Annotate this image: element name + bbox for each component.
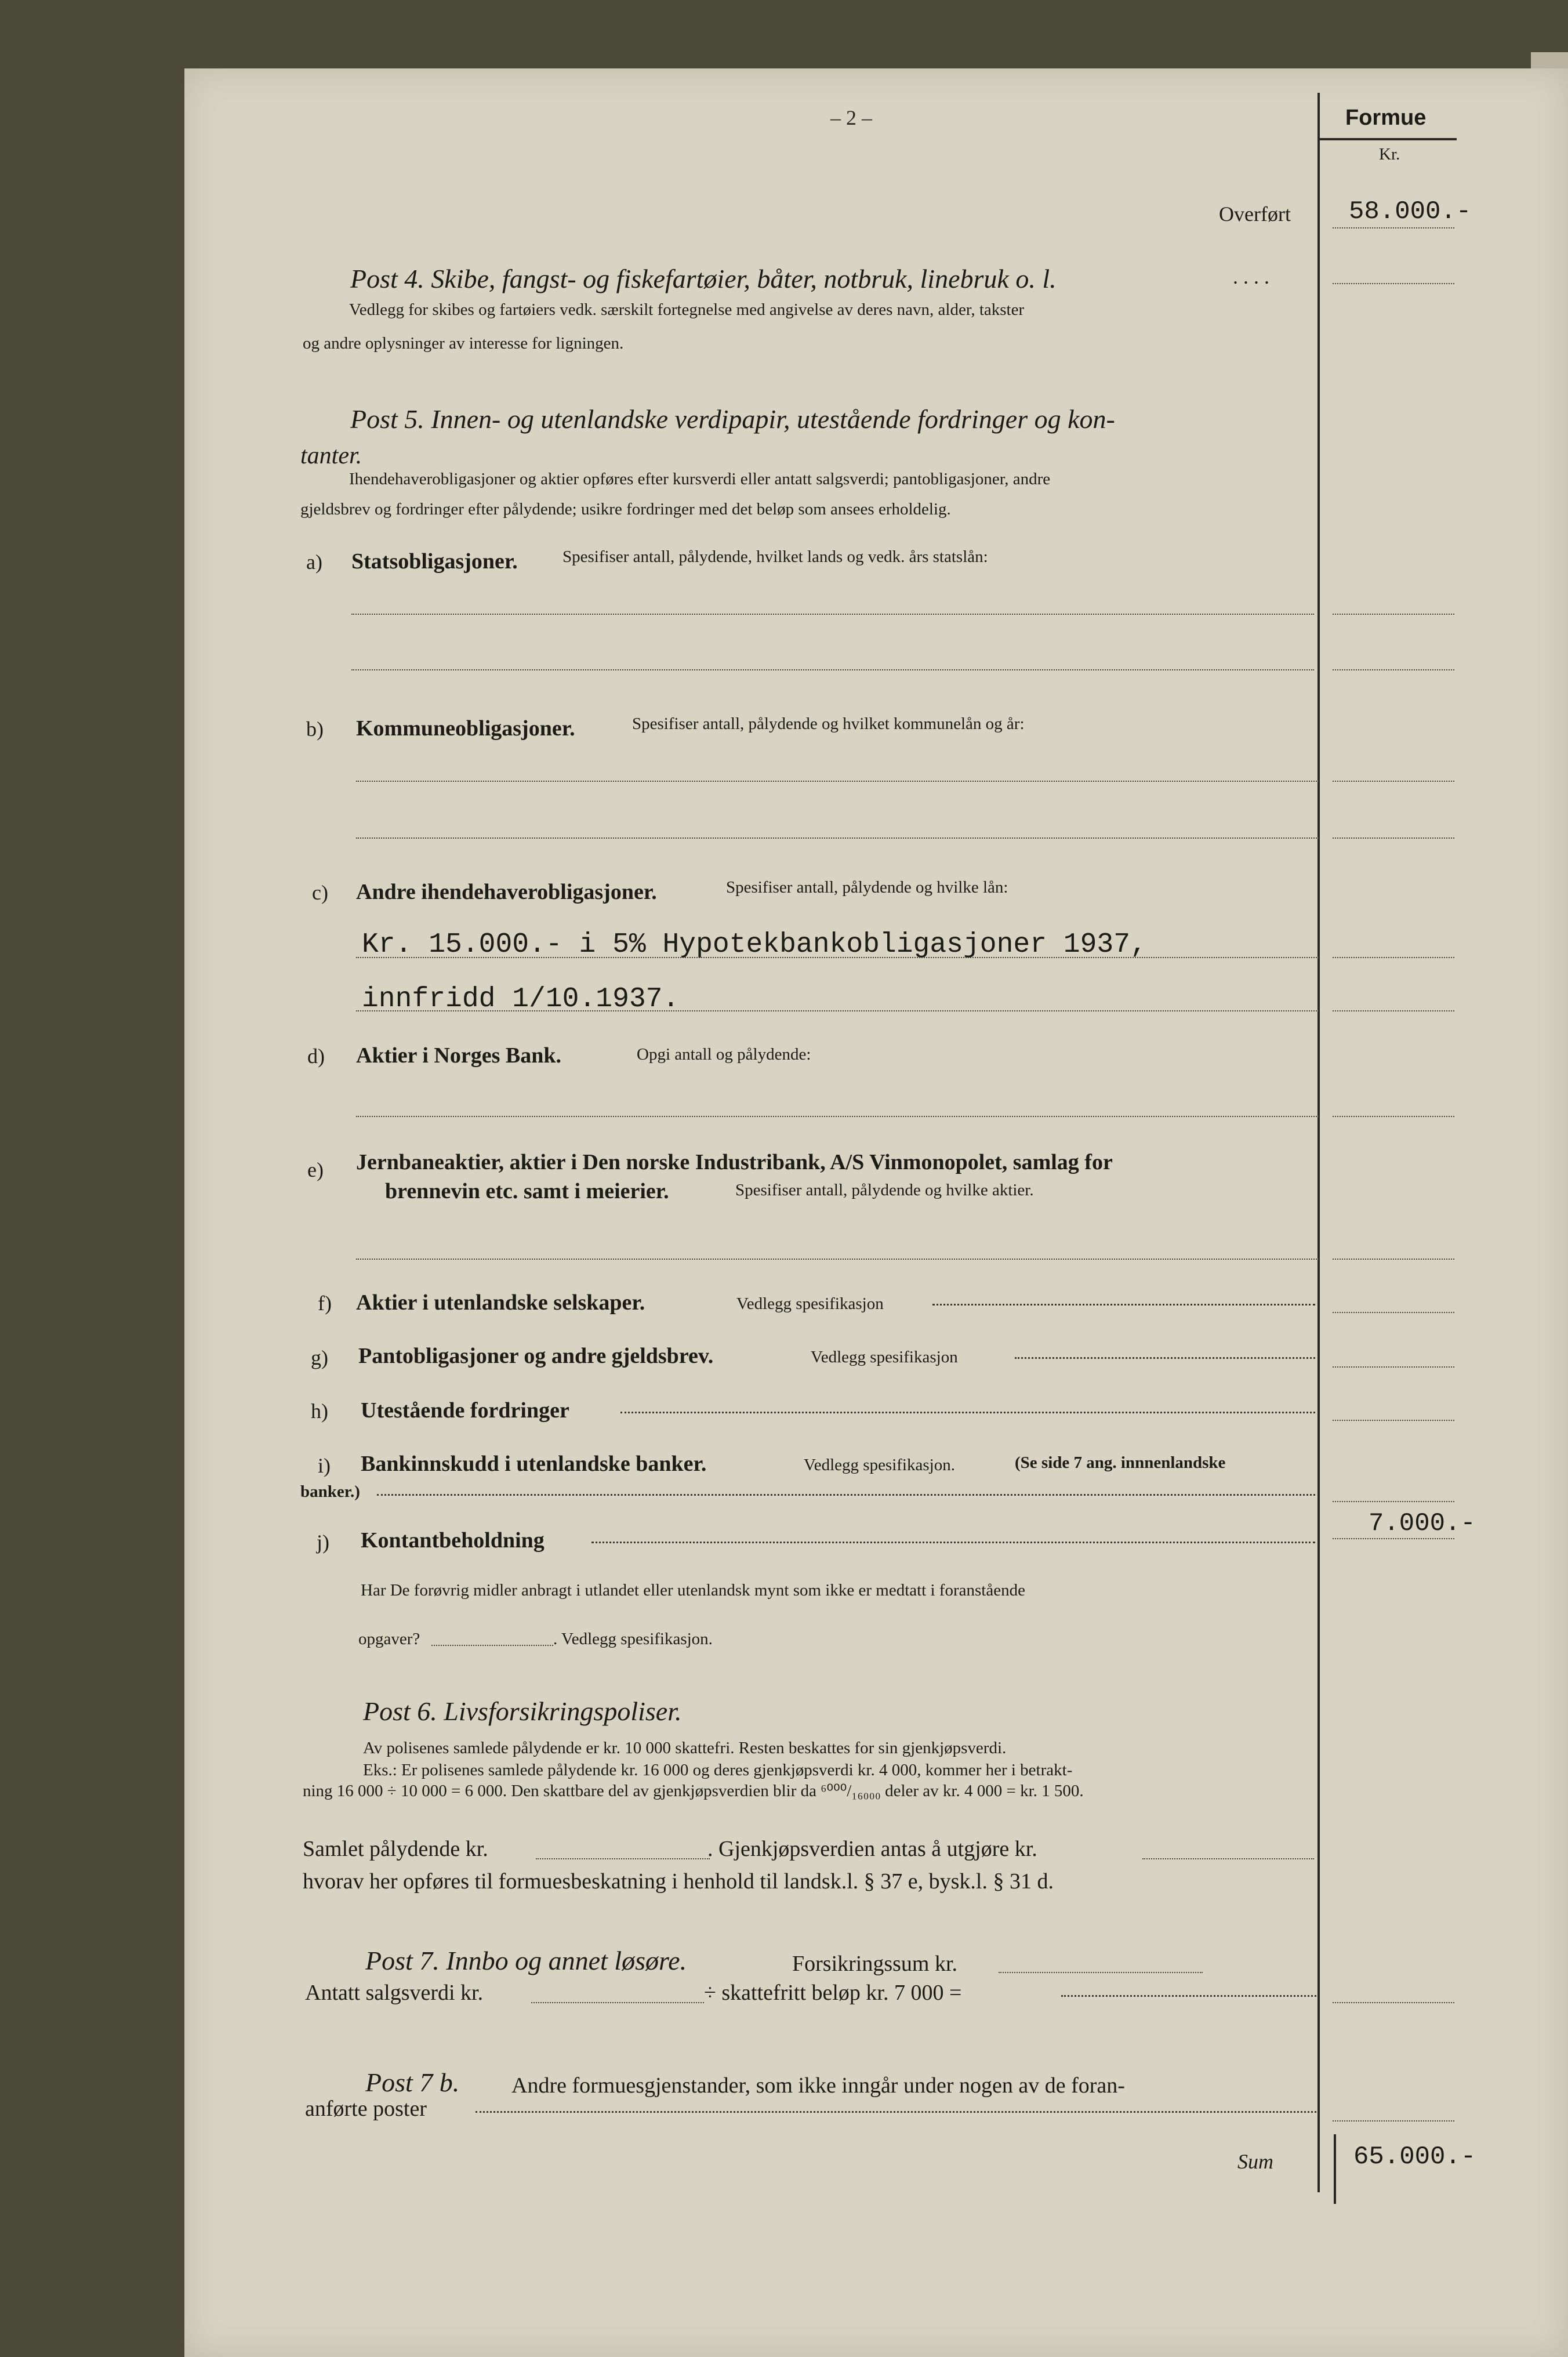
item-e-title-2: brennevin etc. samt i meierier. <box>385 1179 669 1203</box>
item-e-desc: Spesifiser antall, pålydende og hvilke aktier. <box>735 1181 1034 1199</box>
item-g-leader <box>1015 1357 1315 1359</box>
item-f-letter: f) <box>318 1292 332 1315</box>
item-h-leader <box>620 1412 1315 1413</box>
item-c-line-1 <box>356 957 1319 958</box>
post7b-desc-2: anførte poster <box>305 2097 427 2121</box>
item-c-desc: Spesifiser antall, pålydende og hvilke lån: <box>726 878 1008 897</box>
item-j-letter: j) <box>317 1531 329 1554</box>
post4-value-line <box>1333 283 1454 284</box>
sum-label: Sum <box>1237 2150 1273 2173</box>
item-i-leader <box>377 1494 1315 1496</box>
item-a-line-2 <box>351 669 1314 670</box>
item-b-value-line <box>1333 781 1454 782</box>
post6-samlet-line <box>536 1858 710 1859</box>
post7-salg-line <box>531 2002 704 2003</box>
item-i-note: (Se side 7 ang. innnenlandske <box>1015 1453 1226 1472</box>
formue-column-left-rule-2 <box>1334 2134 1336 2204</box>
sum-value: 65.000.- <box>1353 2142 1476 2171</box>
post6-line1-b: . Gjenkjøpsverdien antas å utgjøre kr. <box>707 1837 1037 1861</box>
item-a-line-1 <box>351 614 1314 615</box>
item-c-value-line <box>1333 957 1454 958</box>
post4-title: Post 4. Skibe, fangst- og fiskefartøier, båter, notbruk, linebruk o. l. <box>350 264 1057 293</box>
item-c-value-line-2 <box>1333 1010 1454 1011</box>
post6-desc-1: Av polisenes samlede pålydende er kr. 10 000 skattefri. Resten beskattes for sin gjenkjøpsverdi. <box>363 1739 1007 1757</box>
item-a-title: Statsobligasjoner. <box>351 549 518 574</box>
overfort-label: Overført <box>1219 202 1291 226</box>
post6-gjenkjop-line <box>1142 1858 1314 1859</box>
item-f-desc: Vedlegg spesifikasjon <box>736 1294 884 1313</box>
item-g-letter: g) <box>311 1346 328 1369</box>
item-j-value-line <box>1333 1538 1454 1539</box>
post7-title: Post 7. Innbo og annet løsøre. <box>365 1946 687 1975</box>
post7b-desc-1: Andre formuesgjenstander, som ikke inngår under nogen av de foran- <box>511 2073 1125 2098</box>
page-number: – 2 – <box>830 106 872 129</box>
item-d-value-line <box>1333 1116 1454 1117</box>
item-d-desc: Opgi antall og pålydende: <box>637 1045 811 1064</box>
item-b-title: Kommuneobligasjoner. <box>356 716 575 741</box>
post5-desc-1: Ihendehaverobligasjoner og aktier opføres efter kursverdi eller antatt salgsverdi; pantobligasjoner, andre <box>349 470 1051 488</box>
post5-title-2: tanter. <box>300 443 362 469</box>
item-d-letter: d) <box>307 1045 325 1068</box>
item-e-value-line <box>1333 1259 1454 1260</box>
item-e-line <box>356 1259 1319 1260</box>
item-b-desc: Spesifiser antall, pålydende og hvilket kommunelån og år: <box>632 715 1025 733</box>
item-g-value-line <box>1333 1366 1454 1368</box>
post6-line1-a: Samlet pålydende kr. <box>303 1837 488 1861</box>
post7b-value-line <box>1333 2120 1454 2122</box>
item-f-leader <box>932 1304 1315 1306</box>
formue-header-rule <box>1317 138 1457 140</box>
item-e-title-1: Jernbaneaktier, aktier i Den norske Industribank, A/S Vinmonopolet, samlag for <box>356 1150 1113 1174</box>
item-i-letter: i) <box>318 1454 331 1477</box>
item-c-typed-1: Kr. 15.000.- i 5% Hypotekbankobligasjoner 1937, <box>362 929 1147 960</box>
item-a-letter: a) <box>306 550 322 574</box>
post7-leader <box>1061 1995 1316 1997</box>
item-j-title: Kontantbeholdning <box>361 1528 545 1553</box>
post4-desc-2: og andre oplysninger av interesse for ligningen. <box>303 334 624 353</box>
post7-forsikring: Forsikringssum kr. <box>792 1952 958 1976</box>
item-j-leader <box>591 1542 1315 1543</box>
post7-forsikring-line <box>999 1972 1203 1973</box>
post5-title-1: Post 5. Innen- og utenlandske verdipapir, utestående fordringer og kon- <box>350 404 1115 434</box>
extra-question-2a: opgaver? <box>358 1630 420 1648</box>
overfort-line <box>1333 227 1454 229</box>
post4-dots: . . . . <box>1233 265 1269 288</box>
item-b-line-1 <box>356 781 1319 782</box>
item-c-line-2 <box>356 1010 1319 1011</box>
post5-desc-2: gjeldsbrev og fordringer efter pålydende; usikre fordringer med det beløp som ansees erholdelig. <box>300 500 951 518</box>
item-h-value-line <box>1333 1420 1454 1421</box>
item-c-title: Andre ihendehaverobligasjoner. <box>356 880 657 904</box>
post6-desc-2: Eks.: Er polisenes samlede pålydende kr. 16 000 og deres gjenkjøpsverdi kr. 4 000, kommer her i betrakt- <box>363 1761 1073 1779</box>
formue-header: Formue <box>1345 106 1427 130</box>
item-j-value: 7.000.- <box>1369 1509 1476 1538</box>
item-i-value-line <box>1333 1501 1454 1502</box>
extra-answer-line <box>431 1645 553 1646</box>
post7-salg-b: ÷ skattefritt beløp kr. 7 000 = <box>704 1981 962 2005</box>
item-f-title: Aktier i utenlandske selskaper. <box>356 1290 645 1315</box>
post4-desc-1: Vedlegg for skibes og fartøiers vedk. særskilt fortegnelse med angivelse av deres navn, alder, takster <box>349 300 1025 319</box>
post6-line-2: hvorav her opføres til formuesbeskatning i henhold til landsk.l. § 37 e, bysk.l. § 31 d. <box>303 1869 1054 1894</box>
formue-column-left-rule <box>1317 93 1320 2192</box>
formue-unit: Kr. <box>1379 145 1400 164</box>
item-a-desc: Spesifiser antall, pålydende, hvilket lands og vedk. års statslån: <box>562 547 988 566</box>
item-g-desc: Vedlegg spesifikasjon <box>811 1348 958 1366</box>
item-d-title: Aktier i Norges Bank. <box>356 1043 561 1068</box>
item-h-title: Utestående fordringer <box>361 1398 569 1423</box>
item-i-note-2: banker.) <box>300 1482 360 1501</box>
post7b-leader <box>476 2111 1316 2113</box>
item-b-line-2 <box>356 837 1319 839</box>
item-d-line <box>356 1116 1319 1117</box>
item-h-letter: h) <box>311 1399 328 1423</box>
item-i-desc: Vedlegg spesifikasjon. <box>804 1456 955 1474</box>
item-a-value-line-2 <box>1333 669 1454 670</box>
extra-question-2b: . Vedlegg spesifikasjon. <box>553 1630 713 1648</box>
extra-question-1: Har De forøvrig midler anbragt i utlandet eller utenlandsk mynt som ikke er medtatt i foranstående <box>361 1581 1025 1600</box>
item-f-value-line <box>1333 1312 1454 1313</box>
item-b-letter: b) <box>306 717 324 741</box>
overfort-value: 58.000.- <box>1349 197 1472 226</box>
item-g-title: Pantobligasjoner og andre gjeldsbrev. <box>358 1344 714 1368</box>
post7b-title: Post 7 b. <box>365 2068 460 2097</box>
item-i-title: Bankinnskudd i utenlandske banker. <box>361 1452 707 1476</box>
item-c-letter: c) <box>312 881 328 904</box>
item-a-value-line <box>1333 614 1454 615</box>
post6-desc-3: ning 16 000 ÷ 10 000 = 6 000. Den skattbare del av gjenkjøpsverdien blir da ⁶⁰⁰⁰/₁₆₀₀₀ deler av kr. 4 000 = kr. 1 500. <box>303 1782 1084 1800</box>
item-b-value-line-2 <box>1333 837 1454 839</box>
post7-value-line <box>1333 2002 1454 2003</box>
item-c-typed-2: innfridd 1/10.1937. <box>362 984 680 1015</box>
post7-salg-a: Antatt salgsverdi kr. <box>305 1981 484 2005</box>
post6-title: Post 6. Livsforsikringspoliser. <box>363 1696 682 1726</box>
item-e-letter: e) <box>307 1158 324 1181</box>
